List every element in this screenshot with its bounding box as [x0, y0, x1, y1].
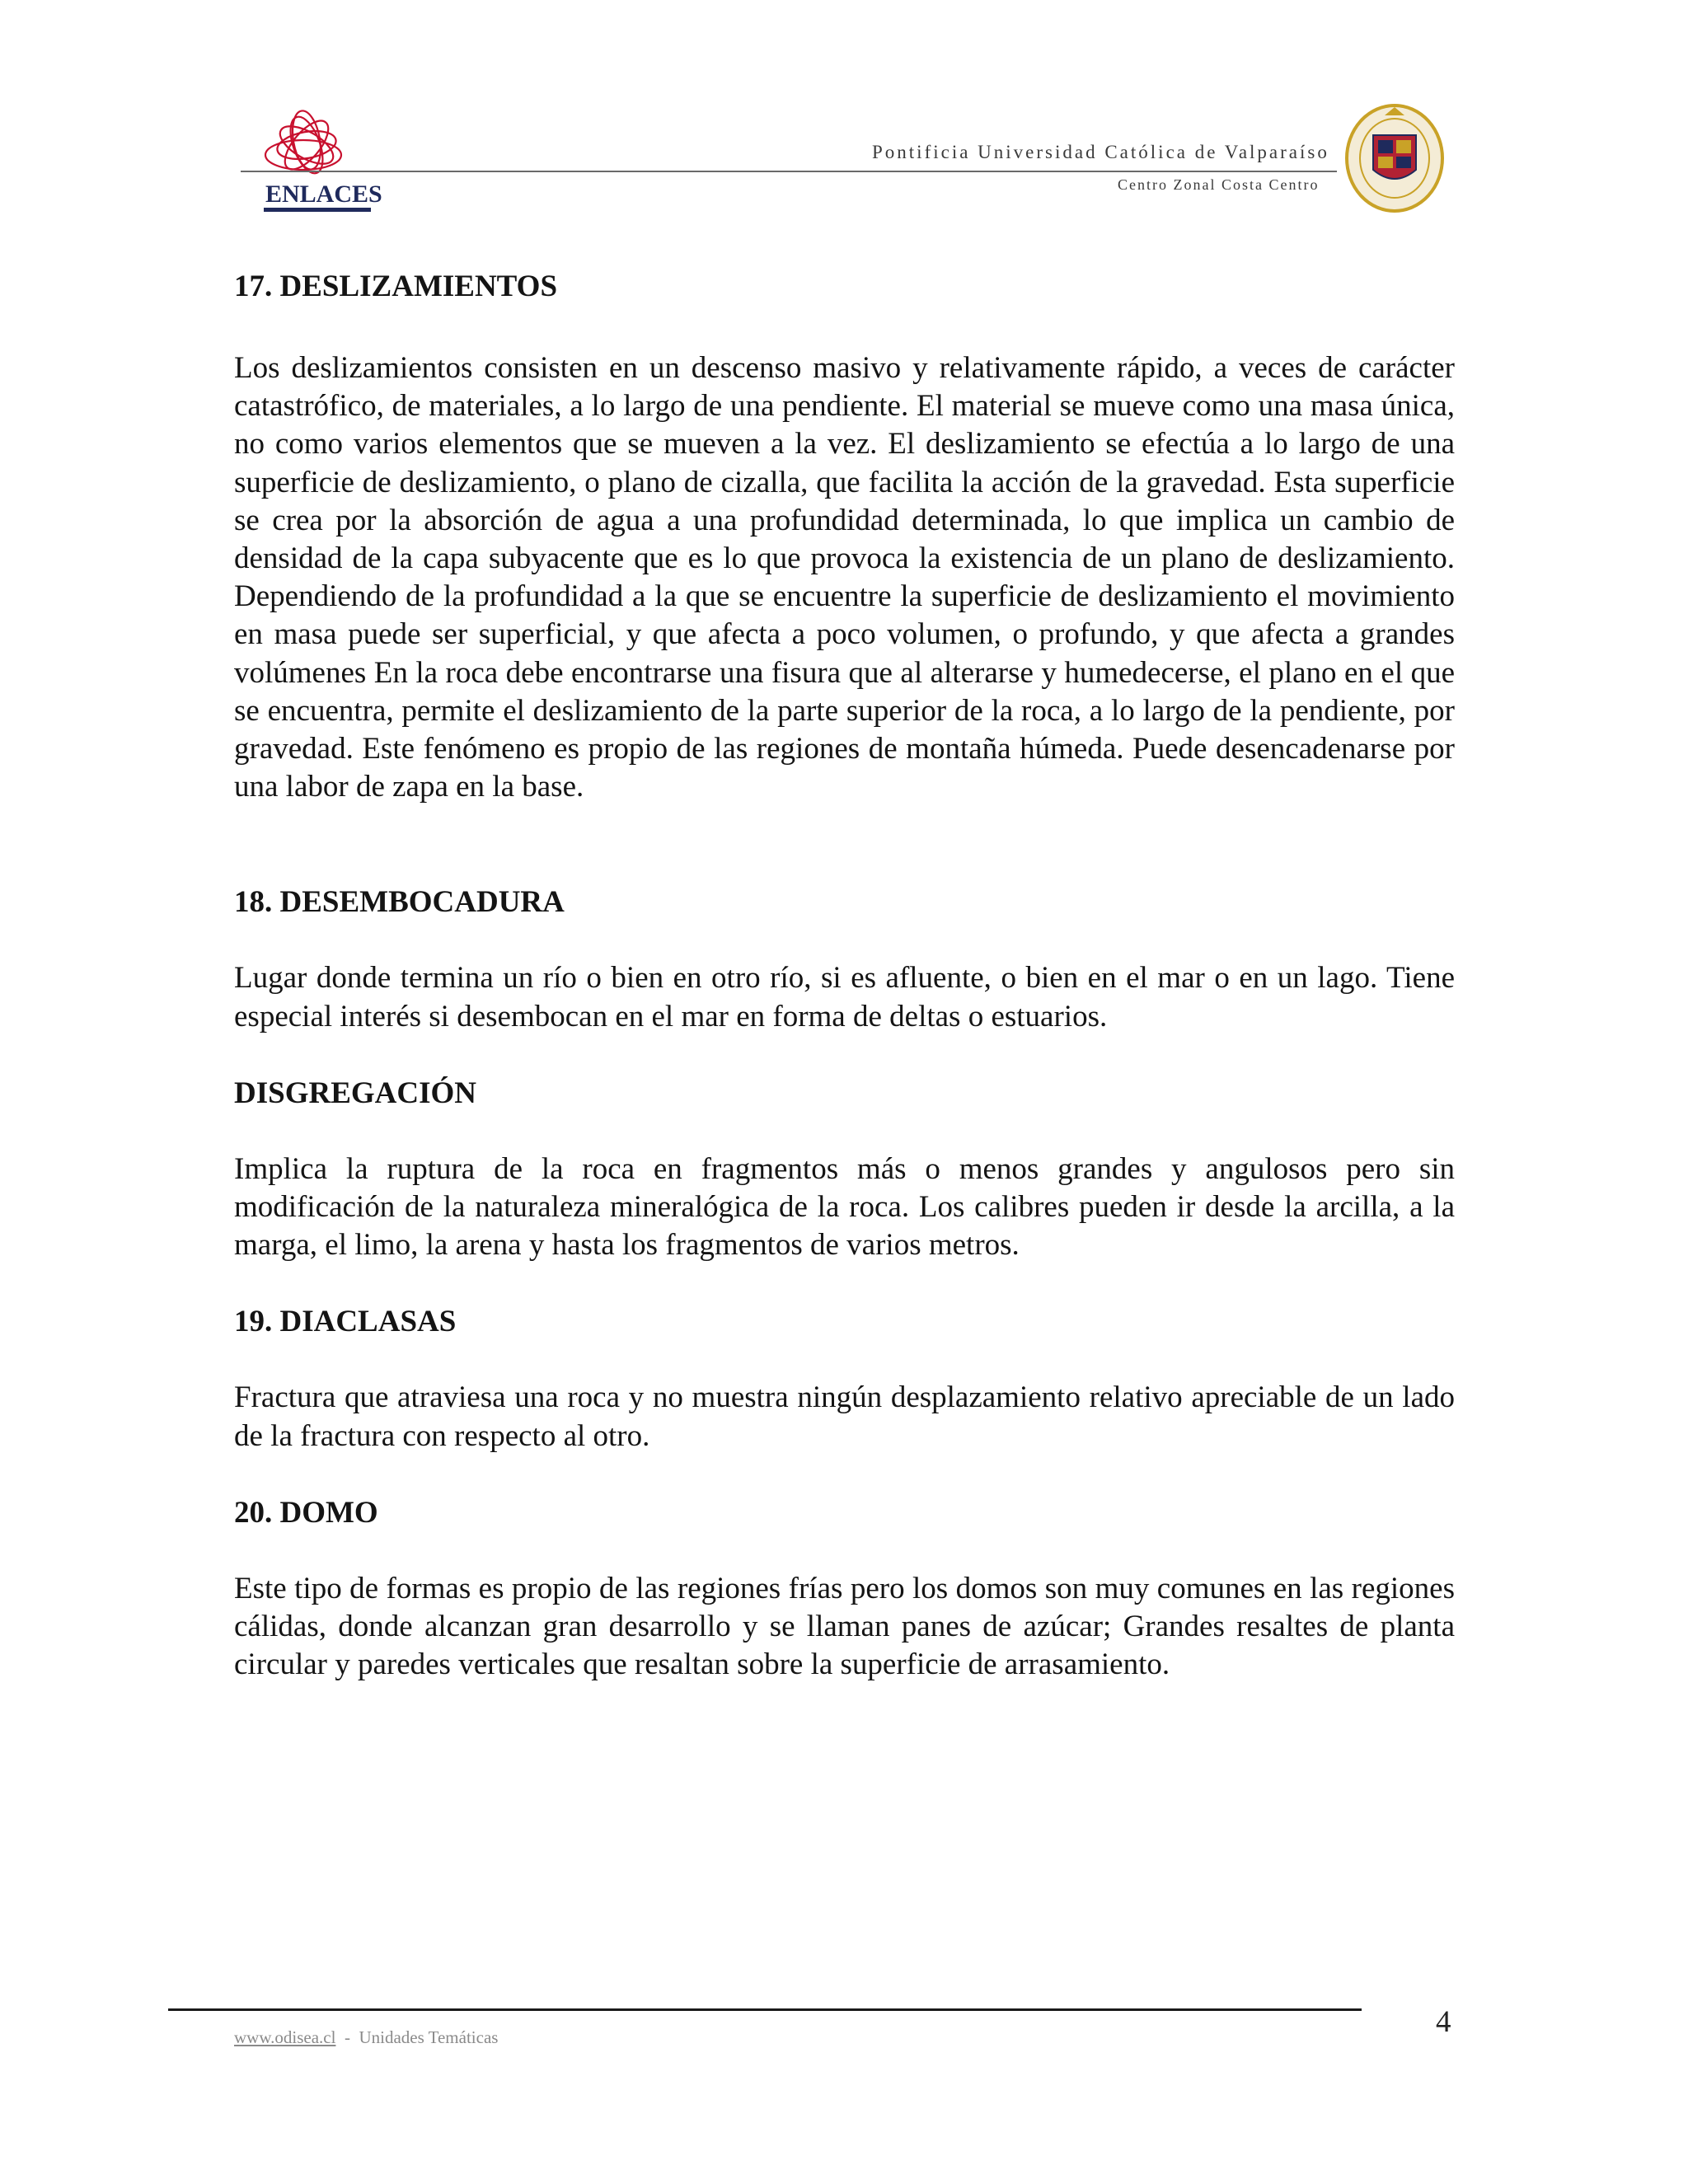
section-diaclasas — [234, 1303, 1455, 1455]
section-heading: 20. DOMO — [234, 1495, 378, 1530]
section-heading: 17. DESLIZAMIENTOS — [234, 269, 558, 303]
section-heading: 18. DESEMBOCADURA — [234, 885, 565, 920]
university-seal-icon — [1343, 99, 1446, 214]
section-deslizamientos — [234, 268, 1455, 806]
page-number: 4 — [1436, 2005, 1451, 2039]
section-heading: DISGREGACIÓN — [234, 1076, 476, 1110]
university-name: Pontificia Universidad Católica de Valparaíso — [872, 142, 1329, 162]
footer-rule — [168, 2008, 1362, 2011]
page-header — [0, 0, 1688, 231]
section-disgregacion — [234, 1075, 1455, 1265]
centro-zonal: Centro Zonal Costa Centro — [1118, 176, 1320, 193]
enlaces-logo-text: ENLACES — [265, 180, 382, 208]
enlaces-logo — [239, 105, 404, 221]
section-paragraph: Lugar donde termina un río o bien en otro río, si es afluente, o bien en el mar o en un lago. Tiene especial interés si desembocan en el mar en forma de deltas o estuarios. — [234, 961, 1455, 1033]
document-body — [234, 268, 1455, 1684]
footer-website-link[interactable]: www.odisea.cl — [234, 2027, 336, 2047]
section-desembocadura — [234, 883, 1455, 1035]
section-paragraph: Los deslizamientos consisten en un descenso masivo y relativamente rápido, a veces de carácter catastrófico, de materiales, a lo largo de una pendiente. El material se mueve como una masa única, no como varios elementos que se mueven a la vez. El deslizamiento se efectúa a lo largo de una superficie de deslizamiento, o plano de cizalla, que facilita la acción de la gravedad. Esta superficie se crea por la absorción de agua a una profundidad determinada, lo que implica un cambio de densidad de la capa subyacente que es lo que provoca la existencia de un plano de deslizamiento. Dependiendo de la profundidad a la que se encuentre la superficie de deslizamiento el movimiento en masa puede ser superficial, y que afecta a poco volumen, o profundo, y que afecta a grandes volúmenes En la roca debe encontrarse una fisura que al alterarse y humedecerse, el plano en el que se encuentra, permite el deslizamiento de la parte superior de la roca, a lo largo de la pendiente, por gravedad. Este fenómeno es propio de las regiones de montaña húmeda. Puede desencadenarse por una labor de zapa en la base. — [234, 351, 1455, 804]
footer-label: Unidades Temáticas — [359, 2027, 499, 2047]
section-paragraph: Fractura que atraviesa una roca y no muestra ningún desplazamiento relativo apreciable de un lado de la fractura con respecto al otro. — [234, 1380, 1455, 1453]
header-rule — [241, 171, 1337, 172]
section-paragraph: Este tipo de formas es propio de las regiones frías pero los domos son muy comunes en las regiones cálidas, donde alcanzan gran desarrollo y se llaman panes de azúcar; Grandes resaltes de planta circular y paredes verticales que resaltan sobre la superficie de arrasamiento. — [234, 1571, 1455, 1682]
footer — [234, 2027, 498, 2048]
section-heading: 19. DIACLASAS — [234, 1305, 457, 1339]
footer-separator: - — [335, 2027, 359, 2047]
section-domo — [234, 1494, 1455, 1685]
section-paragraph: Implica la ruptura de la roca en fragmentos más o menos grandes y angulosos pero sin modificación de la naturaleza mineralógica de la roca. Los calibres pueden ir desde la arcilla, a la marga, el limo, la arena y hasta los fragmentos de varios metros. — [234, 1151, 1455, 1263]
